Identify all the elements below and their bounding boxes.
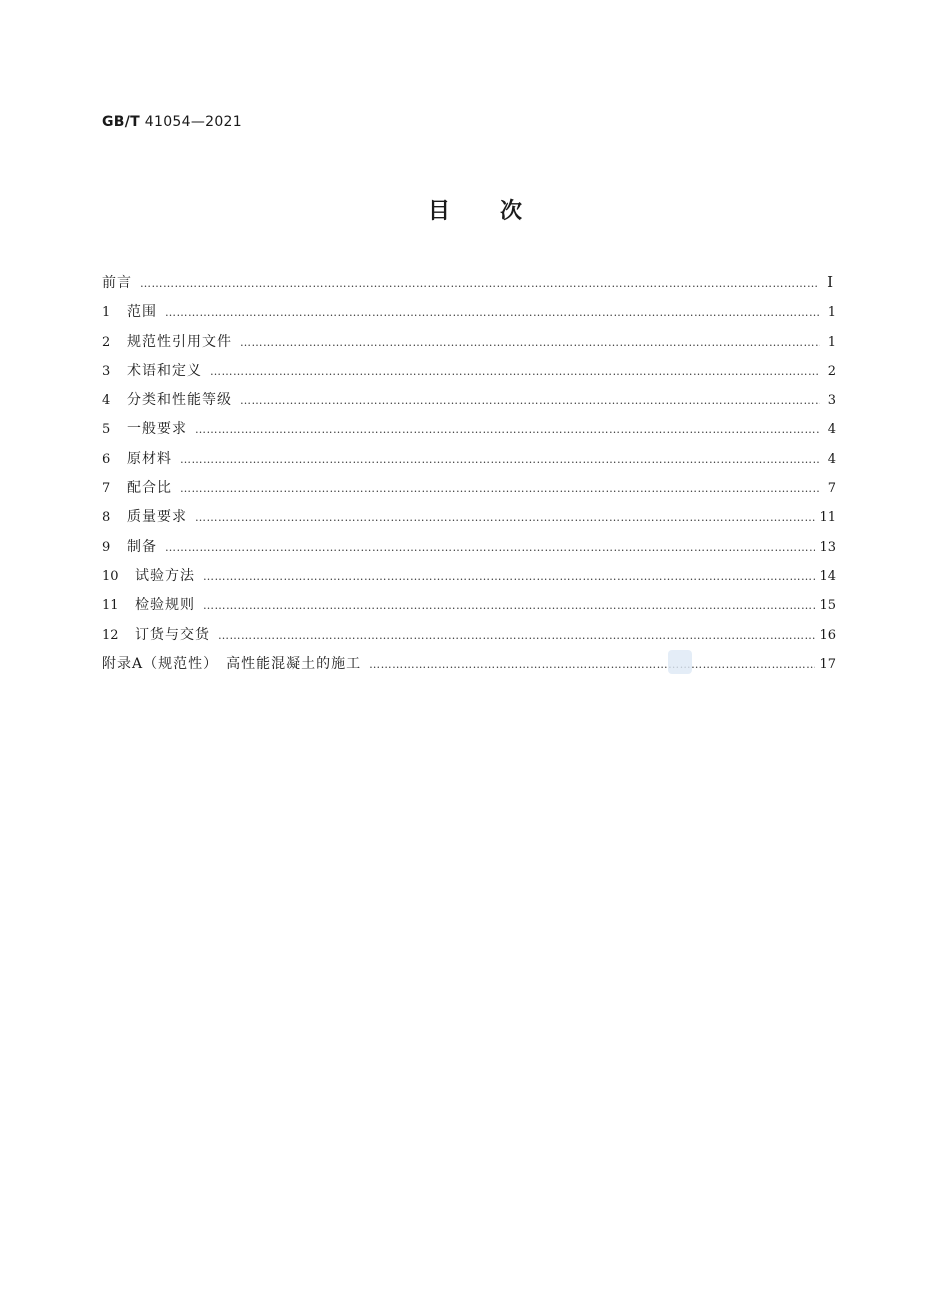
toc-entry-page: 16: [819, 627, 836, 643]
toc-entry-label: 制备: [127, 538, 157, 555]
toc-entry-page: 1: [827, 305, 836, 321]
toc-entry-4[interactable]: [102, 389, 836, 418]
toc-leader-dots: [165, 541, 815, 554]
toc-entry-label: 质量要求: [127, 509, 187, 526]
toc-leader-dots: [240, 394, 820, 407]
toc-entry-label: 分类和性能等级: [127, 392, 232, 409]
toc-entry-number: 7: [102, 481, 111, 497]
toc-entry-label: 订货与交货: [135, 626, 210, 643]
document-code: [102, 114, 242, 130]
toc-entry-number: 8: [102, 510, 111, 526]
toc-leader-dots: [140, 277, 817, 290]
toc-entry-page: 17: [819, 656, 836, 672]
toc-entry-page: 7: [827, 481, 836, 497]
toc-entry-number: 11: [102, 598, 119, 614]
toc-entry-10[interactable]: [102, 565, 836, 594]
toc-entry-5[interactable]: [102, 418, 836, 447]
table-of-contents: [102, 272, 836, 682]
toc-entry-number: 2: [102, 334, 111, 350]
toc-entry-6[interactable]: [102, 448, 836, 477]
toc-entry-page: 14: [819, 568, 836, 584]
toc-entry-label: 原材料: [127, 450, 172, 467]
standard-number: 41054—2021: [144, 114, 242, 130]
toc-entry-number: 5: [102, 422, 111, 438]
toc-entry-label: 范围: [127, 304, 157, 321]
toc-entry-number: 4: [102, 393, 111, 409]
toc-entry-3[interactable]: [102, 360, 836, 389]
toc-entry-11[interactable]: [102, 594, 836, 623]
toc-leader-dots: [369, 658, 815, 671]
toc-entry-appendix-a[interactable]: [102, 653, 836, 682]
toc-entry-7[interactable]: [102, 477, 836, 506]
toc-entry-label: 一般要求: [127, 421, 187, 438]
toc-entry-page: 1: [827, 334, 836, 350]
toc-entry-page: 4: [827, 422, 836, 438]
toc-leader-dots: [180, 482, 820, 495]
toc-leader-dots: [165, 306, 820, 319]
toc-entry-number: 3: [102, 363, 111, 379]
toc-leader-dots: [195, 423, 820, 436]
toc-leader-dots: [203, 599, 815, 612]
toc-leader-dots: [180, 453, 820, 466]
toc-leader-dots: [210, 365, 820, 378]
toc-leader-dots: [203, 570, 815, 583]
toc-entry-label: 检验规则: [135, 597, 195, 614]
toc-entry-page: 11: [819, 510, 836, 526]
toc-entry-page: 4: [827, 451, 836, 467]
toc-entry-9[interactable]: [102, 536, 836, 565]
toc-entry-page: Ⅰ: [827, 273, 833, 291]
toc-entry-page: 2: [827, 363, 836, 379]
toc-entry-12[interactable]: [102, 624, 836, 653]
toc-entry-label: 配合比: [127, 480, 172, 497]
toc-entry-number: 6: [102, 451, 111, 467]
toc-entry-page: 3: [827, 393, 836, 409]
toc-entry-label: 附录A（规范性） 高性能混凝土的施工: [102, 655, 362, 672]
toc-leader-dots: [240, 336, 820, 349]
toc-title: 目次: [427, 199, 572, 224]
toc-entry-page: 15: [819, 598, 836, 614]
toc-entry-2[interactable]: [102, 331, 836, 360]
toc-entry-8[interactable]: [102, 506, 836, 535]
toc-leader-dots: [218, 629, 815, 642]
watermark-logo-icon: [668, 650, 692, 674]
toc-entry-label: 试验方法: [135, 567, 195, 584]
toc-entry-number: 1: [102, 305, 111, 321]
toc-entry-label: 术语和定义: [127, 362, 202, 379]
toc-entry-number: 12: [102, 627, 119, 643]
toc-entry-label: 前言: [102, 275, 132, 291]
toc-entry-1[interactable]: [102, 301, 836, 330]
standard-prefix: GB/T: [102, 114, 141, 130]
toc-entry-label: 规范性引用文件: [127, 333, 232, 350]
toc-entry-page: 13: [819, 539, 836, 555]
toc-leader-dots: [195, 511, 815, 524]
toc-entry-number: 9: [102, 539, 111, 555]
toc-entry-preface[interactable]: [102, 272, 836, 301]
toc-entry-number: 10: [102, 568, 119, 584]
